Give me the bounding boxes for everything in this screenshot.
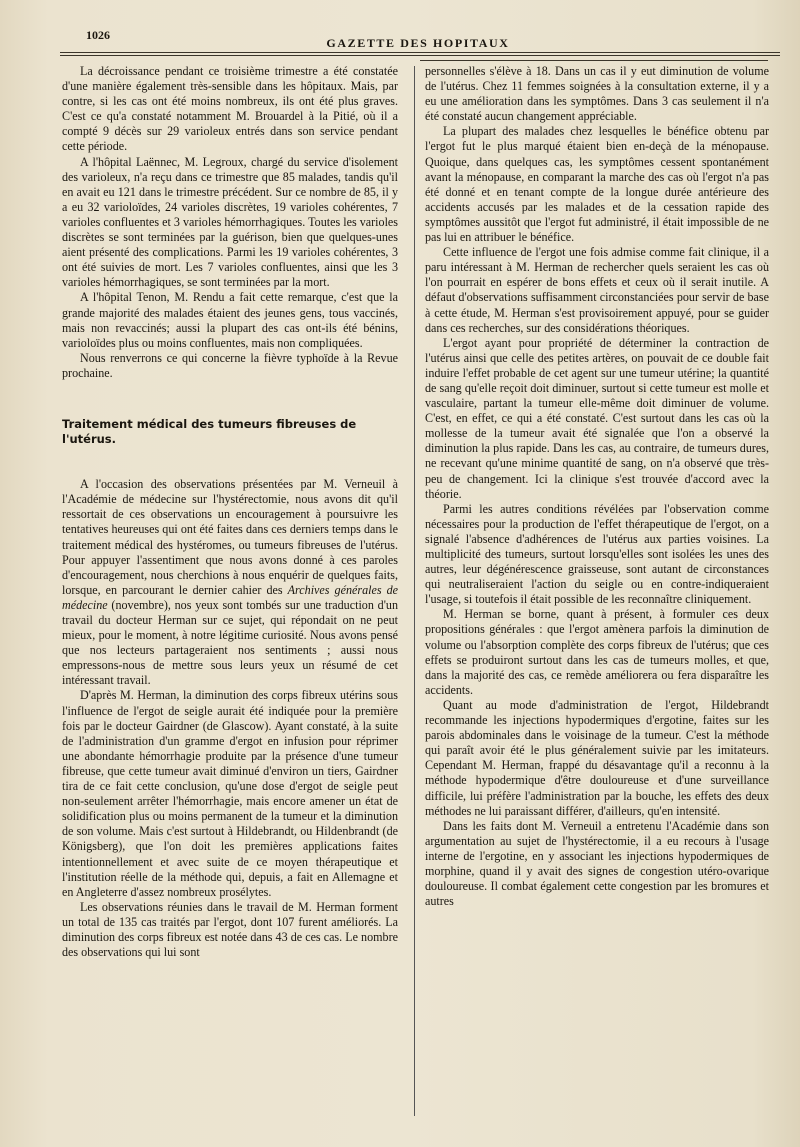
paragraph: L'ergot ayant pour propriété de déterminer la contraction de l'utérus ainsi que celle des petites artères, on pouvait de ce double fait induire l'effet probable de cet agent sur une tumeur utérine; la quantité de sang qu'elle reçoit doit diminuer, surtout si cette tumeur est molle et vasculaire, partant la tumeur elle-même doit diminuer de volume. C'est, en effet, ce qui a été constaté. C'est surtout dans les cas où la mollesse de la tumeur avait été signalée que l'on a observé la diminution la plus rapide. Dans les cas, au contraire, de tumeurs dures, ne recevant qu'une minime quantité de sang, on n'a observé que très-peu de changement. Ici la clinique s'est trouvée d'accord avec la théorie. <box>425 335 769 501</box>
journal-citation: Archives générales de médecine <box>62 582 399 612</box>
paragraph: Dans les faits dont M. Verneuil a entretenu l'Académie dans son argumentation au sujet de l'hystérectomie, il a eu recours à l'usage interne de l'ergotine, en y associant les injections hypodermiques de morphine, quand il y avait des signes de congestion utéro-ovarique douloureuse. Il combat également cette congestion par les bromures et autres <box>425 818 769 909</box>
header-rule <box>60 52 780 53</box>
paragraph <box>62 477 398 688</box>
paragraph: A l'hôpital Laënnec, M. Legroux, chargé du service d'isolement des varioleux, n'a reçu dans ce trimestre que 85 malades, tandis qu'il en avait eu 121 dans le trimestre précédent. Sur ce nombre de 85, il y a eu 32 varioloïdes, 24 varioles discrètes, 19 varioles cohérentes, 7 varioles confluentes et 3 varioles hémorrhagiques. Toutes les varioles discrètes se sont terminées par la guérison, bien que quelques-unes aient présenté des complications. Parmi les 19 varioles cohérentes, 3 ont été suivies de mort. Les 7 varioles confluentes, ainsi que les 3 varioles hémorrhagiques, se sont terminées par la mort. <box>62 154 398 290</box>
paragraph: D'après M. Herman, la diminution des corps fibreux utérins sous l'influence de l'ergot de seigle aurait été indiquée pour la première fois par le docteur Gairdner (de Glascow). Ayant constaté, à la suite de l'administration d'un gramme d'ergot en infusion pour réprimer une abondante hémorrhagie produite par la présence d'une tumeur fibreuse, que cette tumeur avait diminué d'environ un tiers, Gairdner tira de ce fait cette conclusion, qu'une dose d'ergot de seigle peut non-seulement arrêter l'hémorrhagie, mais encore amener un état de solidification plus ou moins permanent de la tumeur et la diminution de son volume. Mais c'est surtout à Hildebrandt, ou Hildenbrandt (de Königsberg), que l'on doit les premières applications faites intentionnellement et avec suite de ce moyen thérapeutique et l'institution réelle de la méthode qui, depuis, a fait en Allemagne et en Angleterre d'assez nombreux prosélytes. <box>62 688 398 899</box>
page-header <box>58 26 778 48</box>
header-rule <box>420 60 768 61</box>
paragraph: Nous renverrons ce qui concerne la fièvre typhoïde à la Revue prochaine. <box>62 350 398 380</box>
paragraph-text: A l'occasion des observations présentées par M. Verneuil à l'Académie de médecine sur l'hystérectomie, nous avons dit qu'il ressortait de ces observations un encouragement à poursuivre les tentatives heureuses qui ont été faites dans ces derniers temps dans le traitement médical des hystéromes, ou tumeurs fibreuses de l'utérus. Pour appuyer l'assentiment que nous avons donné à ces paroles d'encouragement, nous cherchions à nous enquérir de quelques faits, lorsque, en parcourant le dernier cahier des <box>62 477 398 597</box>
section-heading: Traitement médical des tumeurs fibreuses de l'utérus. <box>62 416 357 447</box>
paragraph: M. Herman se borne, quant à présent, à formuler ces deux propositions générales : que l'ergot amènera parfois la diminution de volume ou l'absorption complète des corps fibreux de l'utérus; que ces effets se produiront surtout dans les cas de tumeurs molles, et que, dans la majorité des cas, ce remède améliorera ou fera disparaître les accidents. <box>425 607 769 697</box>
paragraph: Les observations réunies dans le travail de M. Herman forment un total de 135 cas traités par l'ergot, dont 107 furent améliorés. La diminution des corps fibreux est notée dans 43 de ces cas. Le nombre des observations qui lui sont <box>62 899 398 960</box>
paragraph: La plupart des malades chez lesquelles le bénéfice obtenu par l'ergot fut le plus marqué étaient bien en-deçà de la ménopause. Quoique, dans quelques cas, les symptômes cessent spontanément avant la ménopause, en comparant la marche des cas où l'ergot n'a pas été donné et en tenant compte de la longue durée antérieure des accidents accusés par les malades et de la cessation rapide des symptômes aussitôt que l'ergot fut administré, il était impossible de ne pas lui en attribuer le bénéfice. <box>425 124 769 245</box>
column-divider <box>414 66 415 1116</box>
journal-title: GAZETTE DES HOPITAUX <box>326 36 510 50</box>
paragraph: personnelles s'élève à 18. Dans un cas il y eut diminution de volume de l'utérus. Chez 11 femmes soignées à la consultation externe, il y a eu une amélioration dans les symptômes. Dans 3 cas seulement il n'a été constaté aucun changement appréciable. <box>425 64 769 124</box>
page-number: 1026 <box>86 28 110 42</box>
paragraph: A l'hôpital Tenon, M. Rendu a fait cette remarque, c'est que la grande majorité des malades étaient des jeunes gens, tous vaccinés, mais non revaccinés; aussi la plupart des cas ont-ils été bénins, varioloïdes plus ou moins confluentes, mais non compliquées. <box>62 290 398 350</box>
paragraph: La décroissance pendant ce troisième trimestre a été constatée d'une manière également très-sensible dans les hôpitaux. Mais, par contre, si les cas ont été moins nombreux, ils ont été plus graves. C'est ce qu'a constaté notamment M. Brouardel à la Pitié, où il a compté 9 décès sur 29 varioleux entrés dans son service pendant cette période. <box>62 64 398 154</box>
left-column <box>62 64 398 960</box>
header-rule <box>60 55 780 56</box>
paragraph-text: (novembre), nos yeux sont tombés sur une traduction d'un travail du docteur Herman sur ce sujet, qui répondait on ne peut mieux, pour le moment, à notre légitime curiosité. Nous avons pensé que nos lecteurs partageraient nos sentiments ; aussi nous empressons-nous de mettre sous leurs yeux un résumé de cet intéressant travail. <box>62 597 398 688</box>
paragraph: Parmi les autres conditions révélées par l'observation comme nécessaires pour la production de l'effet thérapeutique de l'ergot, on a signalé l'absence d'adhérences de l'utérus aux parties voisines. La multiplicité des tumeurs, surtout lorsqu'elles sont isolées les unes des autres, leur dégénérescence graisseuse, sont autant de circonstances qui neutraliseraient l'action du seigle ou en contre-indiqueraient l'usage, si toutefois il était possible de les reconnaître cliniquement. <box>425 501 769 607</box>
paragraph: Cette influence de l'ergot une fois admise comme fait clinique, il a paru intéressant à M. Herman de rechercher quels seraient les cas où l'on pourrait en espérer de bons effets et ceux où il serait inutile. A défaut d'observations suffisamment circonstanciées pour servir de base à cette étude, M. Herman s'est provisoirement appuyé, pour se guider dans ces recherches, sur des considérations théoriques. <box>425 245 769 335</box>
paragraph: Quant au mode d'administration de l'ergot, Hildebrandt recommande les injections hypodermiques d'ergotine, faites sur les parois abdominales dans le voisinage de la tumeur. C'est la méthode qui paraît avoir été le plus généralement suivie par les imitateurs. Cependant M. Herman, frappé du désavantage qu'il a reconnu à la méthode hypodermique d'être douloureuse et d'une surveillance difficile, lui préfère l'administration par la bouche, les effets des deux méthodes ne lui paraissant différer, d'ailleurs, qu'en intensité. <box>425 697 769 818</box>
right-column <box>425 64 769 909</box>
